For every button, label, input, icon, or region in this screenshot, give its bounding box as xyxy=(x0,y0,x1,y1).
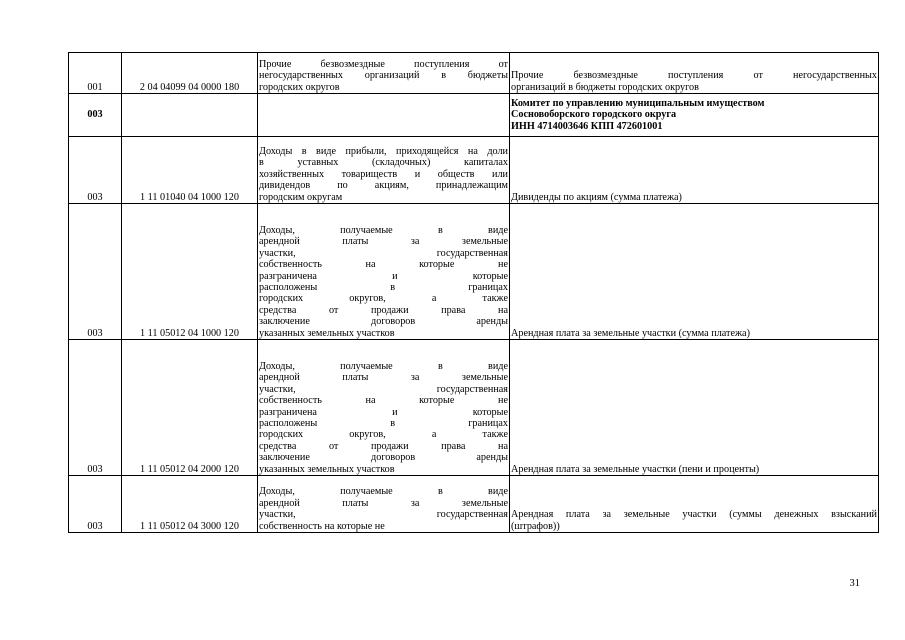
cell-text-line: городских округов, а также xyxy=(259,293,508,305)
cell-text-line: городских округов xyxy=(259,81,340,93)
table-row xyxy=(69,204,879,340)
kbk-code-cell: 1 11 05012 04 3000 120 xyxy=(122,476,258,533)
kbk-code-cell xyxy=(122,94,258,137)
table-row xyxy=(69,53,879,94)
cell-text-line: расположены в границах xyxy=(259,417,508,429)
income-description-cell xyxy=(258,137,510,204)
income-name-cell xyxy=(510,476,879,533)
cell-text-line: Дивиденды по акциям (сумма платежа) xyxy=(511,191,682,203)
cell-text-line: собственность на которые не xyxy=(259,259,508,271)
admin-code-cell: 003 xyxy=(69,137,122,204)
page-number: 31 xyxy=(849,578,860,589)
cell-text-line: разграничена и которые xyxy=(259,406,508,418)
cell-text-line: заключение договоров аренды xyxy=(259,452,508,464)
cell-text-line: заключение договоров аренды xyxy=(259,316,508,328)
cell-text-line: Доходы, получаемые в виде xyxy=(259,486,508,498)
income-name-cell xyxy=(510,53,879,94)
cell-text-line: в уставных (складочных) капиталах xyxy=(259,157,508,169)
admin-code-cell: 003 xyxy=(69,476,122,533)
cell-text-line: арендной платы за земельные xyxy=(259,372,508,384)
cell-text-line: Арендная плата за земельные участки (сумма платежа) xyxy=(511,327,750,339)
income-name-cell xyxy=(510,340,879,476)
cell-text-line: дивидендов по акциям, принадлежащим xyxy=(259,180,508,192)
cell-text-line: расположены в границах xyxy=(259,281,508,293)
administrator-name-cell xyxy=(510,94,879,137)
cell-text-line: арендной платы за земельные xyxy=(259,236,508,248)
cell-text-line: организаций в бюджеты городских округов xyxy=(511,81,699,93)
income-description-cell xyxy=(258,204,510,340)
table-row xyxy=(69,340,879,476)
cell-text-line: участки, государственная xyxy=(259,383,508,395)
cell-text-line: Прочие безвозмездные поступления от xyxy=(259,58,508,70)
cell-text-line: участки, государственная xyxy=(259,247,508,259)
cell-text-line: Арендная плата за земельные участки (пени и проценты) xyxy=(511,463,760,475)
cell-text-line: Сосновоборского городского округа xyxy=(511,109,677,121)
cell-text-line: негосударственных организаций в бюджеты xyxy=(259,70,508,82)
cell-text-line: городских округов, а также xyxy=(259,429,508,441)
kbk-code-cell: 1 11 01040 04 1000 120 xyxy=(122,137,258,204)
cell-text-line: арендной платы за земельные xyxy=(259,497,508,509)
cell-text-line: хозяйственных товариществ и обществ или xyxy=(259,168,508,180)
cell-text-line: разграничена и которые xyxy=(259,270,508,282)
income-description-cell xyxy=(258,94,510,137)
cell-text-line: собственность на которые не xyxy=(259,520,385,532)
cell-text-line: участки, государственная xyxy=(259,509,508,521)
income-description-cell xyxy=(258,53,510,94)
income-description-cell xyxy=(258,340,510,476)
cell-text-line: Доходы, получаемые в виде xyxy=(259,360,508,372)
cell-text-line: Комитет по управлению муниципальным имуществом xyxy=(511,97,765,109)
cell-text-line: указанных земельных участков xyxy=(259,327,395,339)
cell-text-line: Арендная плата за земельные участки (суммы денежных взысканий xyxy=(511,509,877,521)
cell-text-line: Прочие безвозмездные поступления от негосударственных xyxy=(511,70,877,82)
admin-code-cell: 003 xyxy=(69,340,122,476)
cell-text-line: Доходы, получаемые в виде xyxy=(259,224,508,236)
table-row xyxy=(69,94,879,137)
table-body xyxy=(69,53,879,533)
kbk-code-cell: 1 11 05012 04 1000 120 xyxy=(122,204,258,340)
cell-text-line: указанных земельных участков xyxy=(259,463,395,475)
cell-text-line: Доходы в виде прибыли, приходящейся на доли xyxy=(259,145,508,157)
kbk-code-cell: 2 04 04099 04 0000 180 xyxy=(122,53,258,94)
cell-text-line: собственность на которые не xyxy=(259,395,508,407)
admin-code-cell: 003 xyxy=(69,204,122,340)
cell-text-line: ИНН 4714003646 КПП 472601001 xyxy=(511,120,663,132)
admin-code-cell: 003 xyxy=(69,94,122,137)
kbk-code-cell: 1 11 05012 04 2000 120 xyxy=(122,340,258,476)
income-description-cell xyxy=(258,476,510,533)
income-name-cell xyxy=(510,204,879,340)
table-row xyxy=(69,476,879,533)
cell-text-line: (штрафов)) xyxy=(511,520,560,532)
income-name-cell xyxy=(510,137,879,204)
admin-code-cell: 001 xyxy=(69,53,122,94)
cell-text-line: городским округам xyxy=(259,191,343,203)
cell-text-line: средства от продажи права на xyxy=(259,304,508,316)
cell-text-line: средства от продажи права на xyxy=(259,440,508,452)
table-row xyxy=(69,137,879,204)
budget-classification-table xyxy=(68,52,879,533)
